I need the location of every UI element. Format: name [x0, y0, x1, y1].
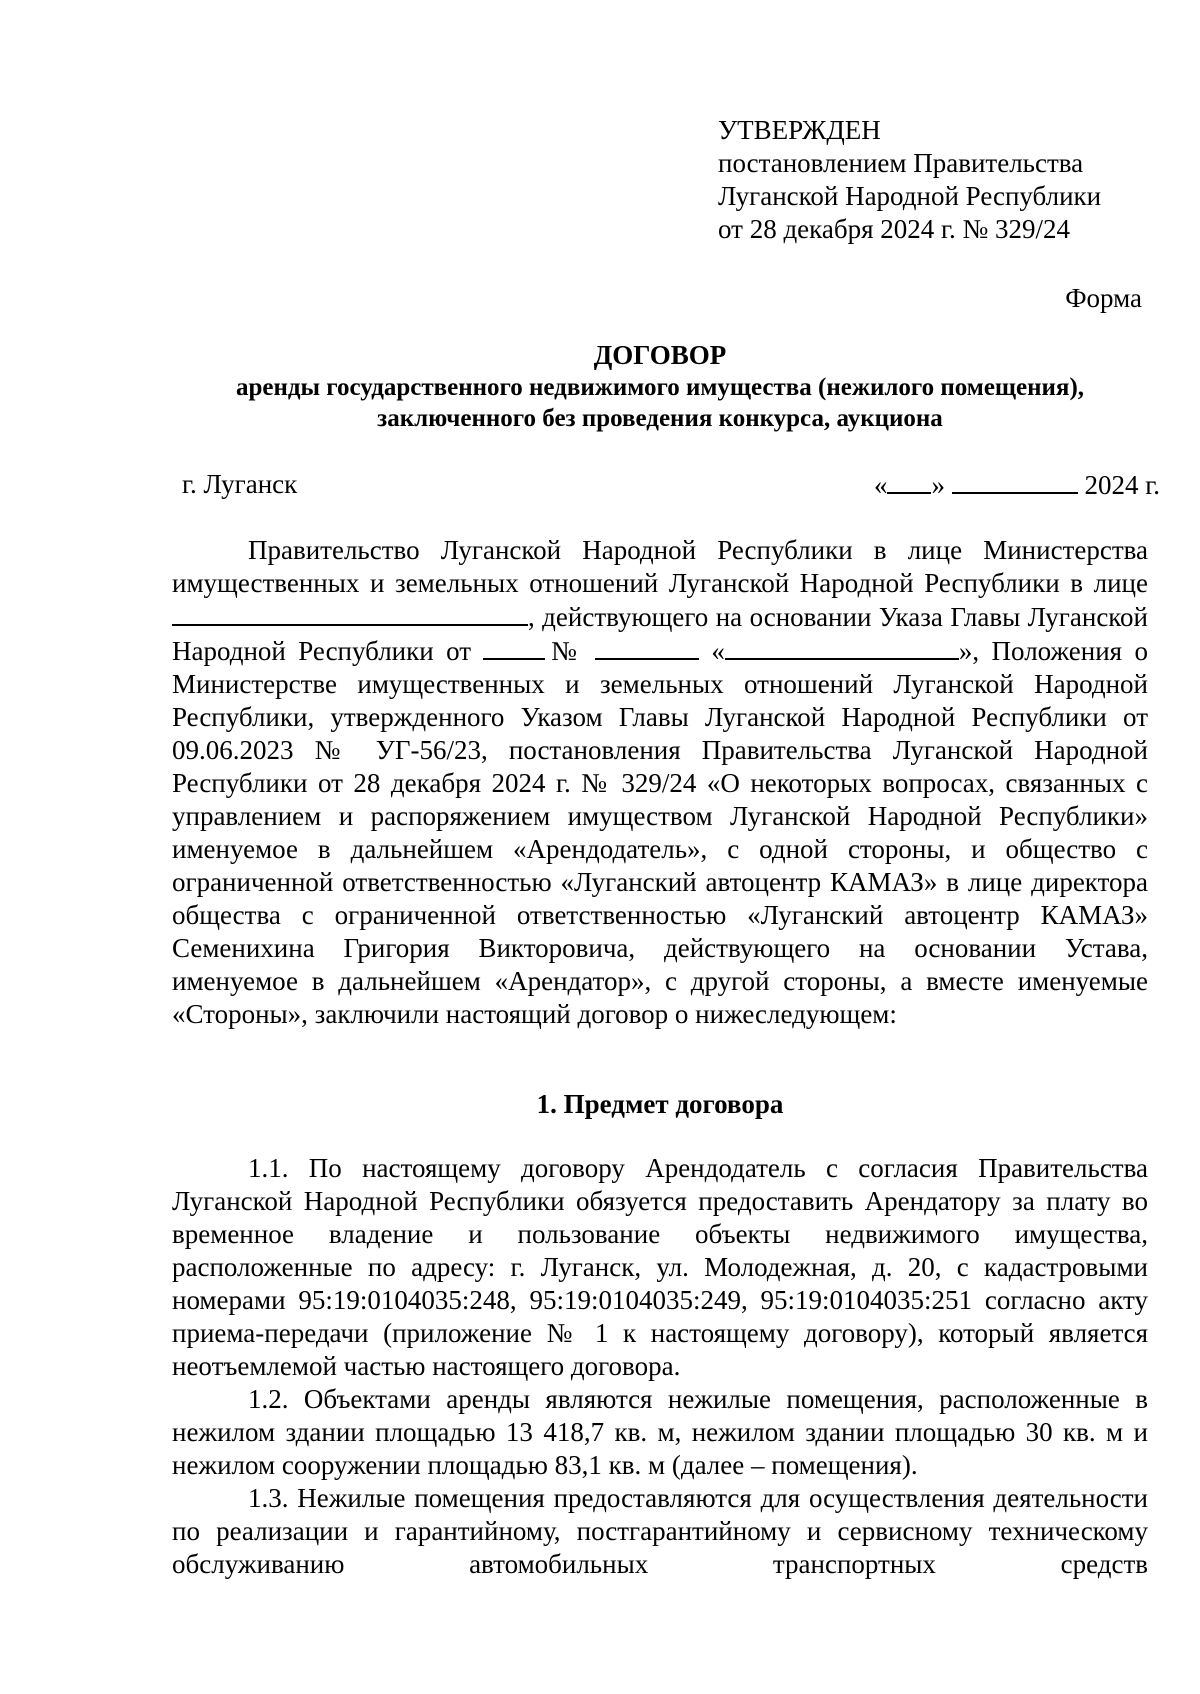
date-close-quote: » [931, 470, 945, 500]
representative-blank [172, 600, 528, 626]
intro-section [172, 534, 1148, 1031]
form-label: Форма [1065, 283, 1142, 313]
approval-line-4: от 28 декабря 2024 г. № 329/24 [718, 214, 1071, 244]
title-sub-2: заключенного без проведения конкурса, аукциона [377, 405, 943, 432]
document-title [0, 338, 1200, 434]
decree-title-blank [725, 634, 959, 660]
contract-date [874, 468, 1160, 502]
intro-text-d: « [698, 636, 725, 666]
clause-1-1: 1.1. По настоящему договору Арендодатель с согласия Правительства Луганской Народной Республики обязуется предоставить Арендатору за плату во временное владение и пользование объекты недвижимого имущества, расположенные по адресу: г. Луганск, ул. Молодежная, д. 20, с кадастровыми номерами 95:19:0104035:248, 95:19:0104035:249, 95:19:0104035:251 согласно акту приема-передачи (приложение № 1 к настоящему договору), который является неотъемлемой частью настоящего договора. [172, 1153, 1148, 1381]
intro-text-a: Правительство Луганской Народной Республики в лице Министерства имущественных и земельных отношений Луганской Народной Республики в лице [172, 535, 1148, 598]
clause-1-2: 1.2. Объектами аренды являются нежилые помещения, расположенные в нежилом здании площадью 13 418,7 кв. м, нежилом здании площадью 30 кв. м и нежилом сооружении площадью 83,1 кв. м (далее – помещения). [172, 1384, 1148, 1480]
place: г. Луганск [182, 469, 298, 499]
date-year: 2024 г. [1084, 470, 1160, 500]
clause-1-3: 1.3. Нежилые помещения предоставляются для осуществления деятельности по реализации и гарантийному, постгарантийному и сервисному техническому обслуживанию автомобильных транспортных средств [172, 1483, 1148, 1579]
section-1-heading: 1. Предмет договора [536, 1089, 784, 1119]
intro-text-e: », Положения о Министерстве имущественных и земельных отношений Луганской Народной Республики, утвержденного Указом Главы Луганской Народной Республики от 09.06.2023 № УГ-56/23, постановления Правительства Луганской Народной Республики от 28 декабря 2024 г. № 329/24 «О некоторых вопросах, связанных с управлением и распоряжением имуществом Луганской Народной Республики» именуемое в дальнейшем «Арендодатель», с одной стороны, и общество с ограниченной ответственностью «Луганский автоцентр КАМАЗ» в лице директора общества с ограниченной ответственностью «Луганский автоцентр КАМАЗ» Семенихина Григория Викторовича, действующего на основании Устава, именуемое в дальнейшем «Арендатор», с другой стороны, а вместе именуемые «Стороны», заключили настоящий договор о нижеследующем: [172, 636, 1149, 1029]
intro-paragraph [172, 534, 1148, 1031]
title-sub-1: аренды государственного недвижимого имущества (нежилого помещения), [235, 374, 1085, 401]
approval-line-2: постановлением Правительства [718, 148, 1084, 178]
section-1-body [172, 1152, 1148, 1581]
decree-date-blank [483, 634, 545, 660]
month-blank [952, 468, 1078, 494]
approval-line-1: УТВЕРЖДЕН [718, 115, 881, 145]
approval-line-3: Луганской Народной Республики [718, 181, 1102, 211]
intro-text-c: № [545, 636, 595, 666]
date-open-quote: « [873, 470, 888, 500]
decree-number-blank [595, 634, 699, 660]
intro-text-b: , действующего на основании Указа Главы Луганской Народной Республики от [172, 602, 1148, 666]
day-blank [887, 468, 931, 494]
approval-stamp [718, 114, 1101, 246]
title-main: ДОГОВОР [593, 340, 727, 370]
